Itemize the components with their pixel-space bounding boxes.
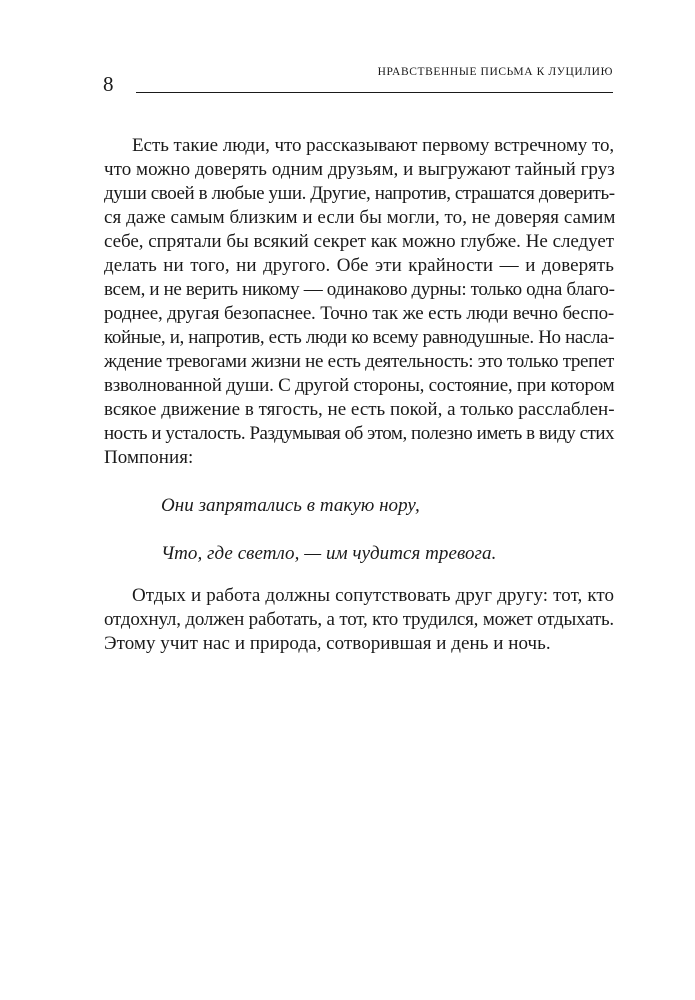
page-number: 8	[103, 72, 114, 96]
body-text	[104, 134, 614, 656]
text-line: Помпония:	[104, 447, 194, 468]
verse-quote	[161, 494, 614, 566]
text-line: что можно доверять одним друзьям, и выгружают тайный груз	[104, 159, 615, 180]
text-line: ждение тревогами жизни не есть деятельность: это только трепет	[104, 351, 614, 372]
paragraph-1	[104, 134, 614, 470]
text-line: всем, и не верить никому — одинаково дурны: только одна благо-	[104, 279, 615, 300]
text-line: делать ни того, ни другого. Обе эти крайности — и доверять	[104, 255, 614, 276]
text-line: взволнованной души. С другой стороны, состояние, при котором	[104, 375, 615, 396]
text-line: Отдых и работа должны сопутствовать друг другу: тот, кто	[132, 585, 614, 606]
text-line: души своей в любые уши. Другие, напротив, страшатся доверить-	[104, 183, 615, 204]
verse-line-1: Они запрятались в такую нору,	[161, 495, 420, 516]
text-line: всякое движение в тягость, не есть покой, а только расслаблен-	[104, 399, 615, 420]
text-line: Этому учит нас и природа, сотворившая и день и ночь.	[104, 633, 551, 654]
text-line: себе, спрятали бы всякий секрет как можно глубже. Не следует	[104, 231, 614, 252]
running-head: НРАВСТВЕННЫЕ ПИСЬМА К ЛУЦИЛИЮ	[377, 66, 613, 78]
text-line: ность и усталость. Раздумывая об этом, полезно иметь в виду стих	[104, 423, 614, 444]
text-line: койные, и, напротив, есть люди ко всему равнодушные. Но насла-	[104, 327, 614, 348]
text-line: ся даже самым близким и если бы могли, то, не доверяя самим	[104, 207, 616, 228]
verse-line-2: Что, где светло, — им чудится тревога.	[161, 543, 497, 564]
paragraph-2	[104, 584, 614, 656]
header-rule	[136, 92, 613, 93]
text-line: Есть такие люди, что рассказывают первому встречному то,	[132, 135, 615, 156]
text-line: роднее, другая безопаснее. Точно так же есть люди вечно беспо-	[104, 303, 614, 324]
text-line: отдохнул, должен работать, а тот, кто трудился, может отдыхать.	[104, 609, 614, 630]
page-header	[103, 64, 613, 98]
